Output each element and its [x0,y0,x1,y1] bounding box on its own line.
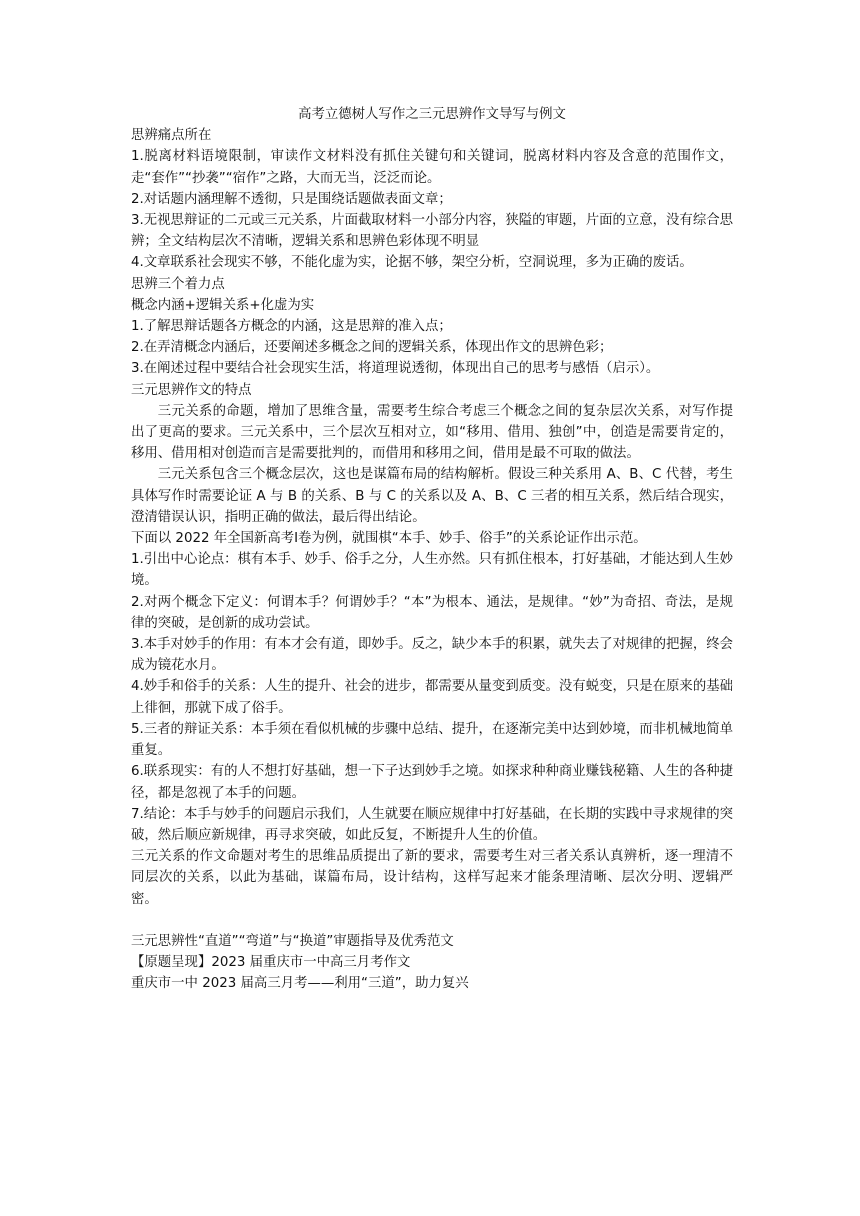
pain-point-item-2: 2.对话题内涵理解不透彻，只是围绕话题做表面文章； [131,191,452,207]
section-heading-features: 三元思辨作文的特点 [131,382,252,398]
example-item-6: 6.联系现实：有的人不想打好基础，想一下子达到妙手之境。如探求种种商业赚钱秘籍、人生的各种捷径，都是忽视了本手的问题。 [131,764,733,801]
original-question-title: 重庆市一中 2023 届高三月考——利用“三道”，助力复兴 [131,976,469,992]
features-paragraph-2: 三元关系包含三个概念层次，这也是谋篇布局的结构解析。假设三种关系用 A、B、C 代替，考生具体写作时需要论证 A 与 B 的关系、B 与 C 的关系以及 A、B、C 三者的相互关系，然后结合现实，澄清错误认识，指明正确的做法，最后得出结论。 [131,467,733,525]
example-intro: 下面以 2022 年全国新高考Ⅰ卷为例，就围棋“本手、妙手、俗手”的关系论证作出示范。 [131,531,647,547]
section-heading-focus-points: 思辨三个着力点 [131,276,225,292]
pain-point-item-3: 3.无视思辩证的二元或三元关系，片面截取材料一小部分内容，狭隘的审题，片面的立意，没有综合思辨；全文结构层次不清晰，逻辑关系和思辨色彩体现不明显 [131,213,733,250]
section-heading-guidance: 三元思辨性“直道”“弯道”与“换道”审题指导及优秀范文 [131,933,454,949]
example-item-4: 4.妙手和俗手的关系：人生的提升、社会的进步，都需要从量变到质变。没有蜕变，只是在原来的基础上徘徊，那就下成了俗手。 [131,679,733,716]
example-item-3: 3.本手对妙手的作用：有本才会有道，即妙手。反之，缺少本手的积累，就失去了对规律的把握，终会成为镜花水月。 [131,637,733,674]
example-item-7: 7.结论：本手与妙手的问题启示我们，人生就要在顺应规律中打好基础，在长期的实践中寻求规律的突破，然后顺应新规律，再寻求突破，如此反复，不断提升人生的价值。 [131,806,733,843]
focus-point-item-3: 3.在阐述过程中要结合社会现实生活，将道理说透彻，体现出自己的思考与感悟（启示）。 [131,361,660,377]
original-question-label: 【原题呈现】2023 届重庆市一中高三月考作文 [131,955,411,971]
focus-point-item-1: 1.了解思辩话题各方概念的内涵，这是思辩的准入点； [131,319,452,335]
focus-point-item-2: 2.在弄清概念内涵后，还要阐述多概念之间的逻辑关系，体现出作文的思辨色彩； [131,340,613,356]
document-page [131,104,733,995]
focus-points-subheading: 概念内涵+逻辑关系+化虚为实 [131,297,315,313]
pain-point-item-1: 1.脱离材料语境限制，审读作文材料没有抓住关键句和关键词，脱离材料内容及含意的范围作文，走“套作”“抄袭”“宿作”之路，大而无当，泛泛而论。 [131,149,733,186]
blank-line [131,910,733,931]
section-heading-pain-points: 思辨痛点所在 [131,128,212,144]
features-conclusion: 三元关系的作文命题对考生的思维品质提出了新的要求，需要考生对三者关系认真辨析，逐一理清不同层次的关系，以此为基础，谋篇布局，设计结构，这样写起来才能条理清晰、层次分明、逻辑严密。 [131,849,733,907]
features-paragraph-1: 三元关系的命题，增加了思维含量，需要考生综合考虑三个概念之间的复杂层次关系，对写作提出了更高的要求。三元关系中，三个层次互相对立，如“移用、借用、独创”中，创造是需要肯定的，移用、借用相对创造而言是需要批判的，而借用和移用之间，借用是最不可取的做法。 [131,403,733,462]
example-item-2: 2.对两个概念下定义：何谓本手？何谓妙手？“本”为根本、通法，是规律。“妙”为奇招、奇法，是规律的突破，是创新的成功尝试。 [131,594,733,631]
document-title: 高考立德树人写作之三元思辨作文导写与例文 [298,107,566,122]
pain-point-item-4: 4.文章联系社会现实不够，不能化虚为实，论据不够，架空分析，空洞说理，多为正确的废话。 [131,255,693,271]
example-item-1: 1.引出中心论点：棋有本手、妙手、俗手之分，人生亦然。只有抓住根本，打好基础，才能达到人生妙境。 [131,552,733,589]
example-item-5: 5.三者的辩证关系：本手须在看似机械的步骤中总结、提升，在逐渐完美中达到妙境，而非机械地简单重复。 [131,721,733,759]
